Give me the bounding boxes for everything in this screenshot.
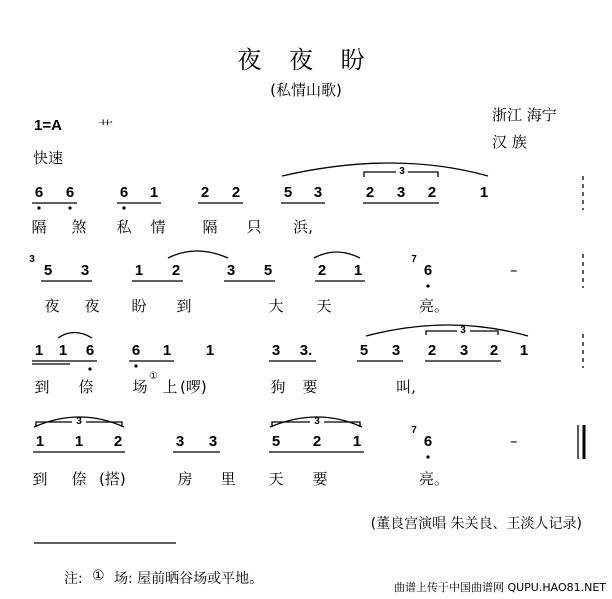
lyric: 天 <box>316 297 332 315</box>
lyric: 私 <box>116 218 132 236</box>
lyric: 盼 <box>131 297 147 315</box>
note: 3. <box>299 342 313 359</box>
note: 3 <box>208 433 218 450</box>
note: 1 <box>74 433 84 450</box>
meter-mark: 艹 <box>98 118 114 136</box>
song-subtitle: (私情山歌) <box>270 81 342 99</box>
footnote-marker: ① <box>149 371 158 382</box>
lyric: 倷 <box>71 470 87 488</box>
note: 2 <box>171 262 181 279</box>
key-signature: 1=A <box>34 117 62 134</box>
lyric: 隔 <box>202 218 218 236</box>
note: 3 <box>459 342 469 359</box>
slur <box>282 163 488 176</box>
note: 2 <box>200 184 210 201</box>
note: 2 <box>365 184 375 201</box>
slur <box>270 417 362 427</box>
note: 2 <box>231 184 241 201</box>
note: 1 <box>353 262 363 279</box>
lyric: 到 <box>34 378 50 396</box>
triplet-mark: 3 <box>460 325 466 336</box>
note: 6 <box>65 184 75 201</box>
note: 6 <box>85 342 95 359</box>
lyric-filler: (搭) <box>99 470 126 488</box>
region-label: 浙江 海宁 <box>492 106 557 124</box>
note: 2 <box>113 433 123 450</box>
note: 3 <box>80 262 90 279</box>
note: 5 <box>43 262 53 279</box>
triplet-bracket <box>426 331 498 335</box>
lyric: 隔 <box>31 218 47 236</box>
lyric: 亮。 <box>418 470 450 488</box>
sustain-dash: – <box>510 261 518 279</box>
note: 1 <box>519 342 529 359</box>
slur <box>58 333 92 339</box>
note: 2 <box>427 184 437 201</box>
footnote-text: 场: 屋前晒谷场或平地。 <box>114 571 264 587</box>
note: 2 <box>427 342 437 359</box>
grace-note: 7 <box>411 425 417 436</box>
lyric: 到 <box>176 297 192 315</box>
note: 5 <box>271 433 281 450</box>
footnote-marker: ① <box>92 568 105 584</box>
triplet-bracket <box>272 422 360 427</box>
lyric: 夜 <box>84 297 100 315</box>
note: 1 <box>35 433 45 450</box>
note: 3 <box>226 262 236 279</box>
lyric: 煞 <box>71 218 87 236</box>
note: 2 <box>317 262 327 279</box>
lyric: 要 <box>302 378 318 396</box>
note: 5 <box>283 184 293 201</box>
grace-note: 3 <box>29 254 35 265</box>
site-watermark: 曲谱上传于中国曲谱网 QUPU.HAO81.NET <box>393 581 606 594</box>
lyric: 里 <box>220 470 236 488</box>
triplet-mark: 3 <box>76 416 82 427</box>
triplet-mark: 3 <box>399 166 405 177</box>
grace-note: 7 <box>411 254 417 265</box>
lyric: 浜, <box>293 218 313 236</box>
lyric: 上 <box>162 378 178 396</box>
triplet-bracket <box>364 172 438 177</box>
note: 1 <box>58 342 68 359</box>
note: 3 <box>271 342 281 359</box>
lyric: 大 <box>268 297 284 315</box>
lyric: 狗 <box>270 378 286 396</box>
lyric-filler: (啰) <box>180 378 207 396</box>
tempo-marking: 快速 <box>33 149 64 167</box>
note: 2 <box>312 433 322 450</box>
footnote-label: 注: <box>64 571 83 587</box>
lyric: 亮。 <box>418 297 450 315</box>
note: 5 <box>359 342 369 359</box>
performer-credit: (董良宫演唱 朱关良、王淡人记录) <box>370 516 582 532</box>
note: 1 <box>134 262 144 279</box>
note: 3 <box>391 342 401 359</box>
note: 6 <box>423 433 433 450</box>
lyric: 场 <box>132 378 148 396</box>
note: 1 <box>479 184 489 201</box>
slur <box>314 252 360 258</box>
note: 3 <box>175 433 185 450</box>
sustain-dash: – <box>510 432 518 450</box>
lyric: 房 <box>177 470 193 488</box>
lyric: 天 <box>268 470 284 488</box>
lyric: 到 <box>32 470 48 488</box>
lyric: 情 <box>150 218 166 236</box>
note: 6 <box>423 262 433 279</box>
note: 1 <box>34 342 44 359</box>
note: 3 <box>313 184 323 201</box>
note: 1 <box>162 342 172 359</box>
lyric: 倷 <box>78 378 94 396</box>
note: 5 <box>263 262 273 279</box>
lyric: 要 <box>312 470 328 488</box>
note: 3 <box>396 184 406 201</box>
note: 6 <box>131 342 141 359</box>
note: 6 <box>119 184 129 201</box>
note: 2 <box>489 342 499 359</box>
ethnicity-label: 汉 族 <box>492 133 527 151</box>
lyric: 叫, <box>396 378 416 396</box>
lyric: 只 <box>246 218 262 236</box>
slur <box>168 251 228 258</box>
triplet-mark: 3 <box>314 416 320 427</box>
slur <box>34 417 124 427</box>
note: 1 <box>352 433 362 450</box>
note: 1 <box>149 184 159 201</box>
song-title: 夜 夜 盼 <box>237 46 375 74</box>
note: 6 <box>34 184 44 201</box>
note: 1 <box>205 342 215 359</box>
triplet-bracket <box>36 422 122 427</box>
lyric: 夜 <box>44 297 60 315</box>
